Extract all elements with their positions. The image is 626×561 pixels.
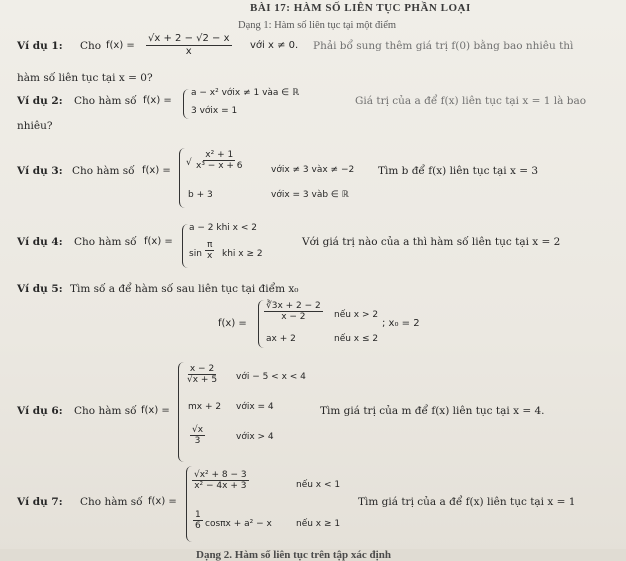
example-2-fx: f(x) = [143, 95, 172, 106]
example-3-sqrt-sign: √ [186, 158, 192, 168]
next-section-title: Dạng 2. Hàm số liên tục trên tập xác định [196, 549, 391, 561]
example-7-fx: f(x) = [148, 496, 177, 507]
example-6-text-a: Cho hàm số [74, 405, 137, 417]
example-3-brace [179, 148, 186, 208]
example-2-brace [183, 89, 190, 119]
example-3-fx: f(x) = [142, 165, 171, 176]
example-6-brace [178, 362, 185, 462]
example-7-numerator-1: √x² + 8 − 3 [194, 470, 247, 480]
example-4-case-2-fraction [205, 240, 214, 262]
example-5-x0: ; x₀ = 2 [382, 318, 420, 329]
section-title: Dạng 1: Hàm số liên tục tại một điểm [238, 20, 397, 31]
example-6-denominator-3: 3 [194, 436, 201, 447]
example-1-fx: f(x) = [106, 40, 135, 51]
example-2-case-2: 3 vớix = 1 [191, 106, 238, 116]
example-2-text-b: Giá trị của a để f(x) liên tục tại x = 1 là bao [355, 95, 587, 107]
example-3-label: Ví dụ 3: [17, 165, 63, 177]
example-3-numerator: x² + 1 [205, 150, 234, 160]
example-4-case-2-sin: sin [189, 249, 202, 259]
example-7-denominator-1: x² − 4x + 3 [194, 481, 247, 492]
example-7-fraction-1 [192, 470, 249, 492]
example-5-case-2: ax + 2 [266, 334, 296, 344]
example-5-condition-2: nếu x ≤ 2 [334, 334, 379, 344]
example-1-label: Ví dụ 1: [17, 40, 63, 52]
example-3-condition-1: vớix ≠ 3 vàx ≠ −2 [271, 165, 355, 175]
example-6-numerator-1: x − 2 [189, 364, 215, 374]
example-6-fraction-3 [190, 425, 205, 447]
example-5-text: Tìm số a để hàm số sau liên tục tại điểm x₀ [70, 283, 299, 295]
example-3-case-2: b + 3 [188, 190, 213, 200]
example-4-brace [182, 224, 189, 268]
chapter-title: BÀI 17: HÀM SỐ LIÊN TỤC PHẦN LOẠI [250, 2, 471, 14]
example-2-case-1: a − x² vớix ≠ 1 vàa ∈ ℝ [191, 88, 300, 98]
example-6-denominator-1: √x + 5 [187, 375, 218, 386]
example-6-numerator-3: √x [192, 425, 204, 435]
example-4-pi: π [207, 240, 213, 250]
example-7-condition-2: nếu x ≥ 1 [296, 519, 341, 529]
example-3-denominator: x³ − x + 6 [196, 161, 243, 172]
example-5-fx: f(x) = [218, 318, 247, 329]
example-1-text-a: Cho [80, 40, 102, 52]
example-5-fraction [264, 301, 323, 323]
example-3-condition-2: vớix = 3 vàb ∈ ℝ [271, 190, 349, 200]
example-4-text-a: Cho hàm số [74, 236, 137, 248]
example-6-condition-1: với − 5 < x < 4 [236, 372, 306, 382]
example-5-numerator: ∛3x + 2 − 2 [266, 301, 321, 311]
example-6-case-2: mx + 2 [188, 402, 222, 412]
example-6-text-b: Tìm giá trị của m để f(x) liên tục tại x = 4. [320, 405, 545, 417]
example-7-denominator-2: 6 [195, 521, 201, 532]
example-4-fx: f(x) = [144, 236, 173, 247]
example-6-label: Ví dụ 6: [17, 405, 63, 417]
example-3-fraction [194, 150, 245, 172]
example-2-line-2: nhiêu? [17, 120, 53, 132]
example-1-line-2: hàm số liên tục tại x = 0? [17, 72, 153, 84]
example-4-x: x [207, 251, 213, 262]
example-7-text-b: Tìm giá trị của a để f(x) liên tục tại x = 1 [358, 496, 576, 508]
example-7-label: Ví dụ 7: [17, 496, 63, 508]
example-4-label: Ví dụ 4: [17, 236, 63, 248]
example-7-fraction-2 [193, 510, 203, 532]
example-2-label: Ví dụ 2: [17, 95, 63, 107]
example-3-text-b: Tìm b để f(x) liên tục tại x = 3 [378, 165, 539, 177]
example-1-numerator: √x + 2 − √2 − x [148, 33, 230, 44]
example-1-text-b: Phải bổ sung thêm giá trị f(0) bằng bao nhiêu thì [313, 40, 574, 52]
example-6-condition-2: vớix = 4 [236, 402, 274, 412]
example-7-numerator-2: 1 [195, 510, 201, 520]
example-5-label: Ví dụ 5: [17, 283, 63, 295]
example-7-condition-1: nếu x < 1 [296, 480, 341, 490]
example-6-fraction-1 [185, 364, 219, 386]
example-5-condition-1: nếu x > 2 [334, 310, 379, 320]
example-7-case-2: cosπx + a² − x [205, 519, 272, 529]
example-3-text-a: Cho hàm số [72, 165, 135, 177]
example-4-case-1: a − 2 khi x < 2 [189, 223, 257, 233]
example-7-text-a: Cho hàm số [80, 496, 143, 508]
example-6-condition-3: vớix > 4 [236, 432, 274, 442]
example-2-text-a: Cho hàm số [74, 95, 137, 107]
example-4-text-b: Với giá trị nào của a thì hàm số liên tục tại x = 2 [302, 236, 561, 248]
example-4-case-2-cond: khi x ≥ 2 [222, 249, 263, 259]
example-1-fraction [146, 33, 232, 57]
example-1-condition: với x ≠ 0. [250, 40, 299, 51]
example-6-fx: f(x) = [141, 405, 170, 416]
example-1-denominator: x [185, 45, 192, 57]
example-5-denominator: x − 2 [281, 312, 306, 323]
